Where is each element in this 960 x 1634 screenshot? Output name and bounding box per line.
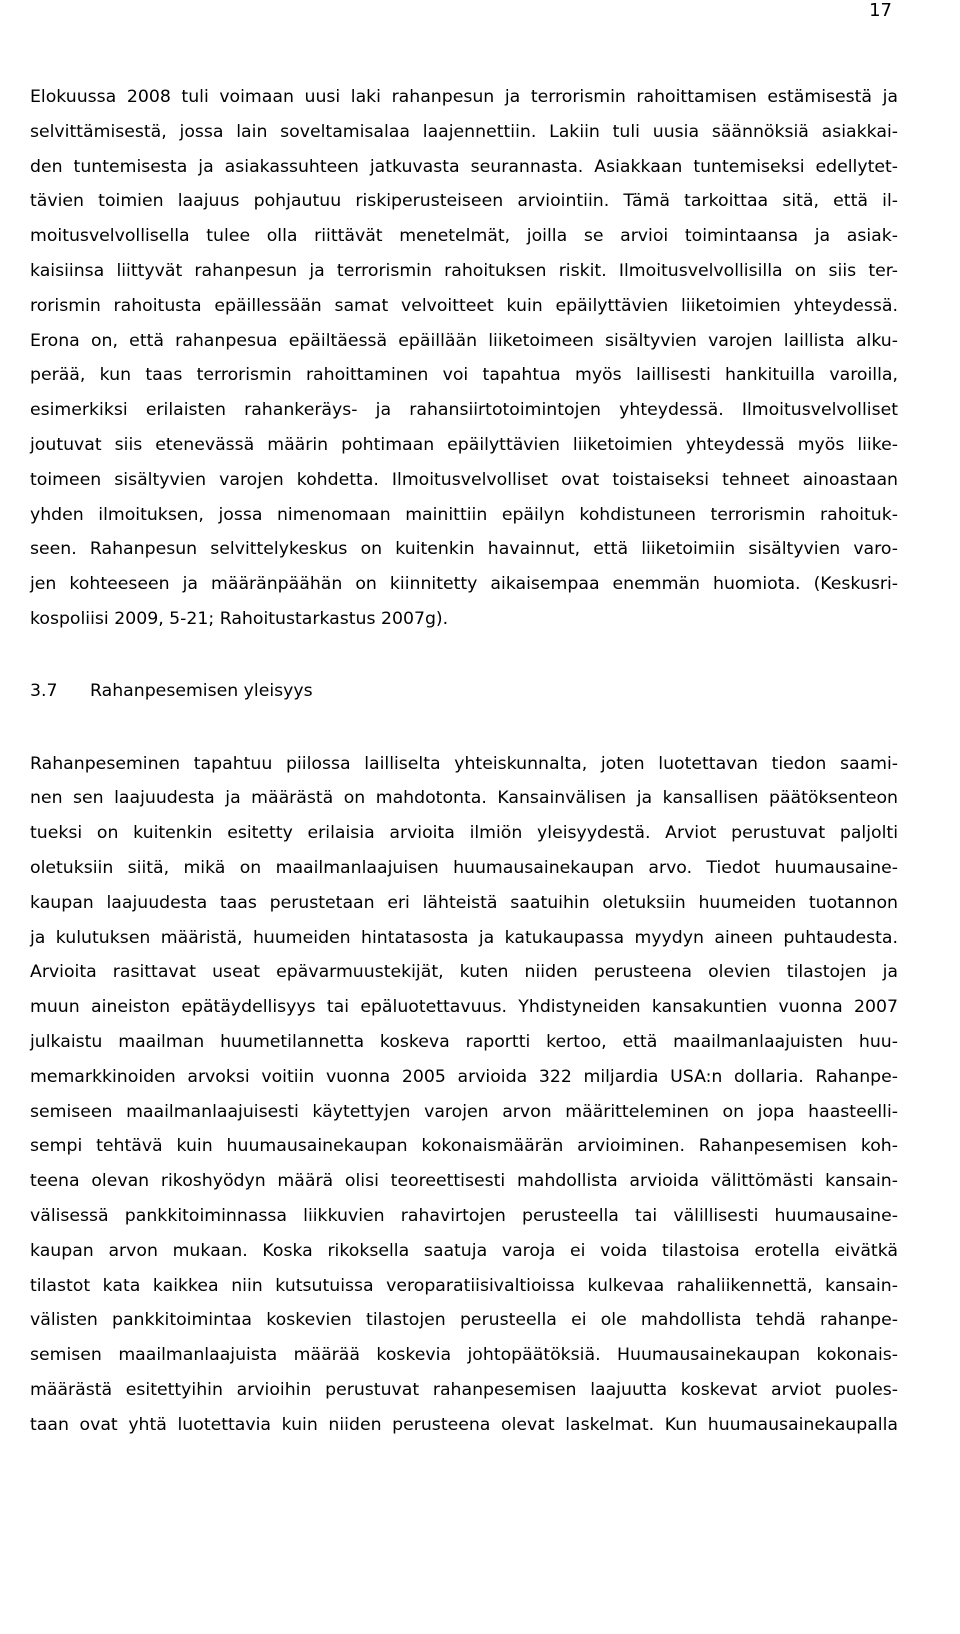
- text-line: den tuntemisesta ja asiakassuhteen jatkuvasta seurannasta. Asiakkaan tuntemiseksi edellytet-: [30, 156, 898, 177]
- text-line: seen. Rahanpesun selvittelykeskus on kuitenkin havainnut, että liiketoimiin sisältyvien varo-: [30, 539, 898, 560]
- text-line: semisen maailmanlaajuista määrää koskevia johtopäätöksiä. Huumausainekaupan kokonais-: [30, 1345, 898, 1366]
- text-line: yhden ilmoituksen, jossa nimenomaan mainittiin epäilyn kohdistuneen terrorismin rahoituk-: [30, 504, 898, 525]
- text-line: Elokuussa 2008 tuli voimaan uusi laki rahanpesun ja terrorismin rahoittamisen estämisestä ja: [30, 87, 898, 107]
- text-line: toimeen sisältyvien varojen kohdetta. Ilmoitusvelvolliset ovat toistaiseksi tehneet ainoastaan: [30, 469, 898, 490]
- text-line: joutuvat siis etenevässä määrin pohtimaan epäilyttävien liiketoimien yhteydessä myös liike-: [30, 434, 898, 455]
- text-line: Arvioita rasittavat useat epävarmuustekijät, kuten niiden perusteena olevien tilastojen ja: [30, 962, 898, 983]
- section-number: 3.7: [30, 680, 58, 701]
- text-line: rorismin rahoitusta epäillessään samat velvoitteet kuin epäilyttävien liiketoimien yhteydessä.: [30, 295, 898, 316]
- text-line: ja kulutuksen määristä, huumeiden hintatasosta ja katukaupassa myydyn aineen puhtaudesta.: [30, 927, 898, 948]
- text-line: tueksi on kuitenkin esitetty erilaisia arvioita ilmiön yleisyydestä. Arviot perustuvat paljolti: [30, 823, 898, 844]
- text-line: memarkkinoiden arvoksi voitiin vuonna 2005 arvioida 322 miljardia USA:n dollaria. Rahanpe-: [30, 1066, 898, 1087]
- text-line: selvittämisestä, jossa lain soveltamisalaa laajennettiin. Lakiin tuli uusia säännöksiä asiakkai-: [30, 121, 898, 142]
- text-line: määrästä esitettyihin arvioihin perustuvat rahanpesemisen laajuutta koskevat arviot puoles-: [30, 1379, 898, 1400]
- text-line: muun aineiston epätäydellisyys tai epäluotettavuus. Yhdistyneiden kansakuntien vuonna 2007: [30, 997, 898, 1018]
- text-line: moitusvelvollisella tulee olla riittävät menetelmät, joilla se arvioi toimintaansa ja asiak-: [30, 226, 898, 247]
- text-line: tävien toimien laajuus pohjautuu riskiperusteiseen arviointiin. Tämä tarkoittaa sitä, että il-: [30, 191, 898, 212]
- section-title: Rahanpesemisen yleisyys: [90, 680, 313, 701]
- text-line: välisessä pankkitoiminnassa liikkuvien rahavirtojen perusteella tai välillisesti huumausaine-: [30, 1205, 898, 1226]
- page-number: 17: [869, 0, 892, 21]
- text-line: kaupan arvon mukaan. Koska rikoksella saatuja varoja ei voida tilastoisa erotella eivätkä: [30, 1240, 898, 1261]
- paragraph-prevalence: [30, 747, 898, 1443]
- text-line: sempi tehtävä kuin huumausainekaupan kokonaismäärän arvioiminen. Rahanpesemisen koh-: [30, 1136, 898, 1157]
- text-line: julkaistu maailman huumetilannetta koskeva raportti kertoo, että maailmanlaajuisten huu-: [30, 1031, 898, 1052]
- text-line: kaisiinsa liittyvät rahanpesun ja terrorismin rahoituksen riskit. Ilmoitusvelvollisilla on siis ter-: [30, 260, 898, 281]
- text-line: esimerkiksi erilaisten rahankeräys- ja rahansiirtotoimintojen yhteydessä. Ilmoitusvelvolliset: [30, 400, 898, 421]
- text-line: jen kohteeseen ja määränpäähän on kiinnitetty aikaisempaa enemmän huomiota. (Keskusri-: [30, 574, 898, 595]
- text-line: perää, kun taas terrorismin rahoittaminen voi tapahtua myös laillisesti hankituilla varoilla,: [30, 365, 898, 386]
- text-line: semiseen maailmanlaajuisesti käytettyjen varojen arvon määritteleminen on jopa haasteelli-: [30, 1101, 898, 1122]
- text-line: Erona on, että rahanpesua epäiltäessä epäillään liiketoimeen sisältyvien varojen laillista alku-: [30, 330, 898, 351]
- text-line: nen sen laajuudesta ja määrästä on mahdotonta. Kansainvälisen ja kansallisen päätöksenteon: [30, 788, 898, 809]
- document-body: [30, 80, 898, 1442]
- text-line: kaupan laajuudesta taas perustetaan eri lähteistä saatuihin oletuksiin huumeiden tuotannon: [30, 892, 898, 913]
- text-line: tilastot kata kaikkea niin kutsutuissa veroparatiisivaltioissa kulkevaa rahaliikennettä, kansain-: [30, 1275, 898, 1296]
- text-line: Rahanpeseminen tapahtuu piilossa lailliselta yhteiskunnalta, joten luotettavan tiedon saami-: [30, 753, 898, 774]
- text-line: välisten pankkitoimintaa koskevien tilastojen perusteella ei ole mahdollista tehdä rahanpe-: [30, 1310, 898, 1331]
- paragraph-money-laundering-law: [30, 80, 898, 637]
- text-line: oletuksiin siitä, mikä on maailmanlaajuisen huumausainekaupan arvo. Tiedot huumausaine-: [30, 857, 898, 878]
- section-heading: [30, 674, 898, 709]
- text-line: taan ovat yhtä luotettavia kuin niiden perusteena olevat laskelmat. Kun huumausainekaupalla: [30, 1414, 898, 1435]
- text-line: teena olevan rikoshyödyn määrä olisi teoreettisesti mahdollista arvioida välittömästi kansain-: [30, 1171, 898, 1192]
- text-line: kospoliisi 2009, 5-21; Rahoitustarkastus 2007g).: [30, 608, 449, 629]
